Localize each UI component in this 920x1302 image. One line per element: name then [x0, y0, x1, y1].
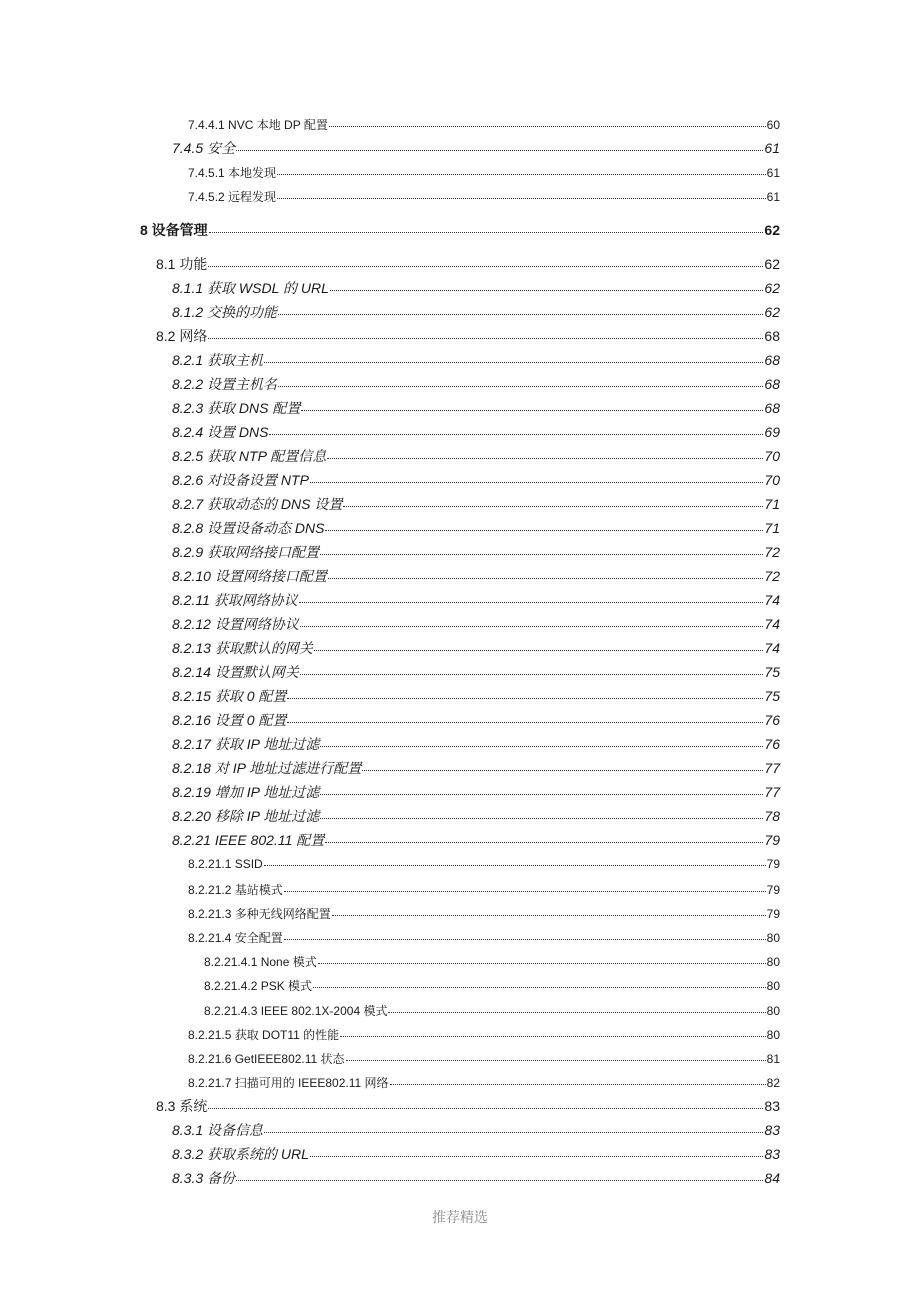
dot-leader [284, 891, 766, 892]
toc-entry[interactable] [172, 662, 780, 682]
toc-entry[interactable] [156, 326, 780, 346]
dot-leader [390, 1084, 766, 1085]
toc-entry-page-number: 79 [764, 832, 780, 848]
toc-entry-title: 8.2.4 设置 DNS [172, 424, 269, 440]
toc-entry[interactable] [156, 1096, 780, 1116]
dot-leader [301, 410, 763, 411]
toc-entry-title: 8.2.21.7 扫描可用的 IEEE802.11 网络 [188, 1075, 389, 1090]
toc-entry-title: 8.2.17 获取 IP 地址过滤 [172, 736, 320, 752]
dot-leader [327, 458, 763, 459]
toc-entry-title: 8.2.3 获取 DNS 配置 [172, 400, 301, 416]
toc-entry[interactable] [140, 220, 780, 240]
dot-leader [343, 506, 763, 507]
toc-entry-page-number: 61 [766, 165, 780, 180]
toc-entry-page-number: 84 [764, 1170, 780, 1186]
toc-entry-page-number: 80 [766, 930, 780, 945]
dot-leader [236, 1180, 763, 1181]
toc-entry-title: 8.2.16 设置 0 配置 [172, 712, 287, 728]
toc-entry-title: 8.2.21.3 多种无线网络配置 [188, 906, 331, 921]
toc-entry[interactable] [188, 857, 780, 871]
toc-entry[interactable] [172, 350, 780, 370]
toc-entry-page-number: 74 [764, 640, 780, 656]
toc-entry-page-number: 82 [766, 1075, 780, 1090]
toc-entry-page-number: 69 [764, 424, 780, 440]
dot-leader [208, 266, 763, 267]
toc-entry-page-number: 80 [766, 954, 780, 969]
toc-entry[interactable] [172, 302, 780, 322]
toc-entry[interactable] [172, 782, 780, 802]
toc-entry-title: 8.2.2 设置主机名 [172, 376, 278, 392]
dot-leader [300, 626, 764, 627]
toc-entry[interactable] [172, 1168, 780, 1188]
toc-entry-page-number: 62 [764, 304, 780, 320]
dot-leader [314, 650, 764, 651]
dot-leader [208, 1108, 763, 1109]
toc-entry-page-number: 77 [764, 760, 780, 776]
dot-leader [340, 1036, 765, 1037]
toc-entry-title: 8.2.6 对设备设置 NTP [172, 472, 309, 488]
toc-entry[interactable] [172, 278, 780, 298]
toc-entry-title: 8.2 网络 [156, 328, 208, 344]
toc-entry-title: 8.2.8 设置设备动态 DNS [172, 520, 325, 536]
dot-leader [325, 530, 763, 531]
dot-leader [362, 770, 763, 771]
toc-entry-title: 8.1 功能 [156, 256, 208, 272]
toc-entry-title: 8.3.2 获取系统的 URL [172, 1146, 309, 1162]
toc-entry-page-number: 80 [766, 1027, 780, 1042]
toc-entry-page-number: 61 [764, 140, 780, 156]
toc-entry-page-number: 79 [766, 856, 780, 871]
toc-entry-title: 8.2.21.1 SSID [188, 856, 263, 871]
dot-leader [320, 554, 763, 555]
dot-leader [284, 939, 766, 940]
toc-entry-page-number: 77 [764, 784, 780, 800]
toc-entry-title: 7.4.5.1 本地发现 [188, 165, 277, 180]
dot-leader [313, 987, 766, 988]
toc-entry[interactable] [188, 1026, 780, 1043]
toc-entry-page-number: 80 [766, 1003, 780, 1018]
toc-entry-title: 8.2.14 设置默认网关 [172, 664, 299, 680]
toc-entry[interactable] [172, 614, 780, 634]
toc-entry-page-number: 70 [764, 472, 780, 488]
toc-entry-page-number: 62 [764, 222, 780, 238]
toc-entry-title: 8.2.21.6 GetIEEE802.11 状态 [188, 1051, 345, 1066]
toc-entry[interactable] [172, 566, 780, 586]
toc-entry[interactable] [188, 164, 780, 181]
toc-entry-title: 8.2.21.2 基站模式 [188, 882, 283, 897]
dot-leader [277, 174, 766, 175]
dot-leader [264, 362, 763, 363]
toc-entry-page-number: 79 [766, 906, 780, 921]
toc-entry[interactable] [188, 929, 780, 946]
dot-leader [325, 842, 763, 843]
toc-entry[interactable] [172, 638, 780, 658]
toc-entry[interactable] [172, 138, 780, 158]
toc-entry[interactable] [172, 518, 780, 538]
toc-entry[interactable] [204, 1002, 780, 1019]
toc-entry-page-number: 62 [764, 256, 780, 272]
toc-entry[interactable] [188, 1074, 780, 1091]
dot-leader [330, 290, 764, 291]
toc-entry-page-number: 80 [766, 978, 780, 993]
toc-entry-title: 7.4.4.1 NVC 本地 DP 配置 [188, 117, 328, 132]
dot-leader [287, 698, 763, 699]
toc-entry[interactable] [172, 758, 780, 778]
toc-entry-page-number: 75 [764, 688, 780, 704]
toc-entry-title: 7.4.5.2 远程发现 [188, 189, 277, 204]
toc-entry[interactable] [156, 254, 780, 274]
toc-entry[interactable] [172, 590, 780, 610]
toc-entry-title: 7.4.5 安全 [172, 140, 236, 156]
toc-entry[interactable] [188, 1050, 780, 1067]
toc-entry-title: 8 设备管理 [140, 222, 208, 238]
dot-leader [328, 578, 764, 579]
toc-entry-page-number: 76 [764, 736, 780, 752]
dot-leader [318, 963, 766, 964]
toc-entry[interactable] [188, 116, 780, 133]
toc-entry-title: 8.2.11 获取网络协议 [172, 592, 298, 608]
toc-entry-page-number: 68 [764, 376, 780, 392]
toc-entry[interactable] [172, 494, 780, 514]
toc-entry[interactable] [172, 686, 780, 706]
toc-entry-page-number: 81 [766, 1051, 780, 1066]
toc-entry-title: 8.2.21.4.2 PSK 模式 [204, 978, 313, 993]
toc-entry-title: 8.2.13 获取默认的网关 [172, 640, 313, 656]
toc-entry-title: 8.2.21.4 安全配置 [188, 930, 283, 945]
toc-entry-title: 8.2.20 移除 IP 地址过滤 [172, 808, 320, 824]
toc-entry-page-number: 76 [764, 712, 780, 728]
toc-entry-page-number: 72 [764, 544, 780, 560]
toc-entry-page-number: 79 [766, 882, 780, 897]
toc-entry[interactable] [172, 374, 780, 394]
toc-entry-page-number: 68 [764, 328, 780, 344]
toc-entry[interactable] [204, 977, 780, 994]
toc-entry[interactable] [172, 830, 780, 850]
dot-leader [264, 1132, 763, 1133]
dot-leader [287, 722, 763, 723]
toc-entry-title: 8.3.1 设备信息 [172, 1122, 264, 1138]
toc-entry-page-number: 74 [764, 592, 780, 608]
toc-entry[interactable] [172, 1144, 780, 1164]
dot-leader [320, 818, 763, 819]
dot-leader [332, 915, 766, 916]
toc-entry-page-number: 71 [764, 520, 780, 536]
dot-leader [300, 674, 764, 675]
toc-entry-page-number: 83 [764, 1146, 780, 1162]
toc-entry-page-number: 83 [764, 1098, 780, 1114]
dot-leader [329, 126, 766, 127]
toc-entry-title: 8.2.21.4.3 IEEE 802.1X-2004 模式 [204, 1003, 388, 1018]
toc-entry[interactable] [172, 710, 780, 730]
toc-entry-page-number: 61 [766, 189, 780, 204]
toc-entry-title: 8.2.1 获取主机 [172, 352, 264, 368]
dot-leader [320, 794, 763, 795]
toc-entry[interactable] [172, 398, 780, 418]
toc-entry-title: 8.2.21.4.1 None 模式 [204, 954, 317, 969]
toc-entry-page-number: 60 [766, 117, 780, 132]
toc-entry-page-number: 62 [764, 280, 780, 296]
toc-entry-page-number: 78 [764, 808, 780, 824]
toc-entry-page-number: 70 [764, 448, 780, 464]
toc-entry-page-number: 83 [764, 1122, 780, 1138]
dot-leader [208, 338, 763, 339]
toc-entry[interactable] [172, 1120, 780, 1140]
toc-entry-title: 8.2.15 获取 0 配置 [172, 688, 287, 704]
toc-entry[interactable] [172, 470, 780, 490]
toc-entry-title: 8.2.18 对 IP 地址过滤进行配置 [172, 760, 362, 776]
dot-leader [269, 434, 763, 435]
dot-leader [236, 150, 763, 151]
dot-leader [264, 865, 766, 866]
toc-entry[interactable] [172, 422, 780, 442]
toc-entry-title: 8.2.19 增加 IP 地址过滤 [172, 784, 320, 800]
toc-entry-title: 8.2.9 获取网络接口配置 [172, 544, 320, 560]
dot-leader [278, 314, 763, 315]
toc-entry-title: 8.2.21 IEEE 802.11 配置 [172, 832, 325, 848]
toc-entry-title: 8.1.1 获取 WSDL 的 URL [172, 280, 329, 296]
toc-entry-title: 8.2.10 设置网络接口配置 [172, 568, 327, 584]
toc-entry-page-number: 74 [764, 616, 780, 632]
dot-leader [278, 386, 763, 387]
toc-entry[interactable] [188, 188, 780, 205]
toc-entry[interactable] [172, 734, 780, 754]
dot-leader [209, 232, 764, 233]
toc-entry[interactable] [188, 881, 780, 898]
dot-leader [388, 1012, 765, 1013]
toc-entry-title: 8.3.3 备份 [172, 1170, 236, 1186]
toc-entry-page-number: 71 [764, 496, 780, 512]
toc-entry-page-number: 75 [764, 664, 780, 680]
toc-entry-page-number: 68 [764, 400, 780, 416]
page-footer: 推荐精选 [432, 1210, 488, 1226]
toc-entry-title: 8.2.5 获取 NTP 配置信息 [172, 448, 327, 464]
toc-entry-page-number: 68 [764, 352, 780, 368]
toc-entry-page-number: 72 [764, 568, 780, 584]
dot-leader [346, 1060, 766, 1061]
toc-entry[interactable] [172, 542, 780, 562]
toc-entry-title: 8.3 系统 [156, 1098, 208, 1114]
toc-entry[interactable] [172, 446, 780, 466]
toc-entry[interactable] [204, 953, 780, 970]
dot-leader [320, 746, 763, 747]
dot-leader [299, 602, 764, 603]
toc-entry[interactable] [172, 806, 780, 826]
dot-leader [277, 198, 766, 199]
dot-leader [310, 1156, 763, 1157]
toc-entry-title: 8.2.7 获取动态的 DNS 设置 [172, 496, 343, 512]
toc-entry-title: 8.1.2 交换的功能 [172, 304, 278, 320]
toc-entry-title: 8.2.21.5 获取 DOT11 的性能 [188, 1027, 340, 1042]
toc-entry-title: 8.2.12 设置网络协议 [172, 616, 299, 632]
dot-leader [310, 482, 764, 483]
toc-entry[interactable] [188, 905, 780, 922]
